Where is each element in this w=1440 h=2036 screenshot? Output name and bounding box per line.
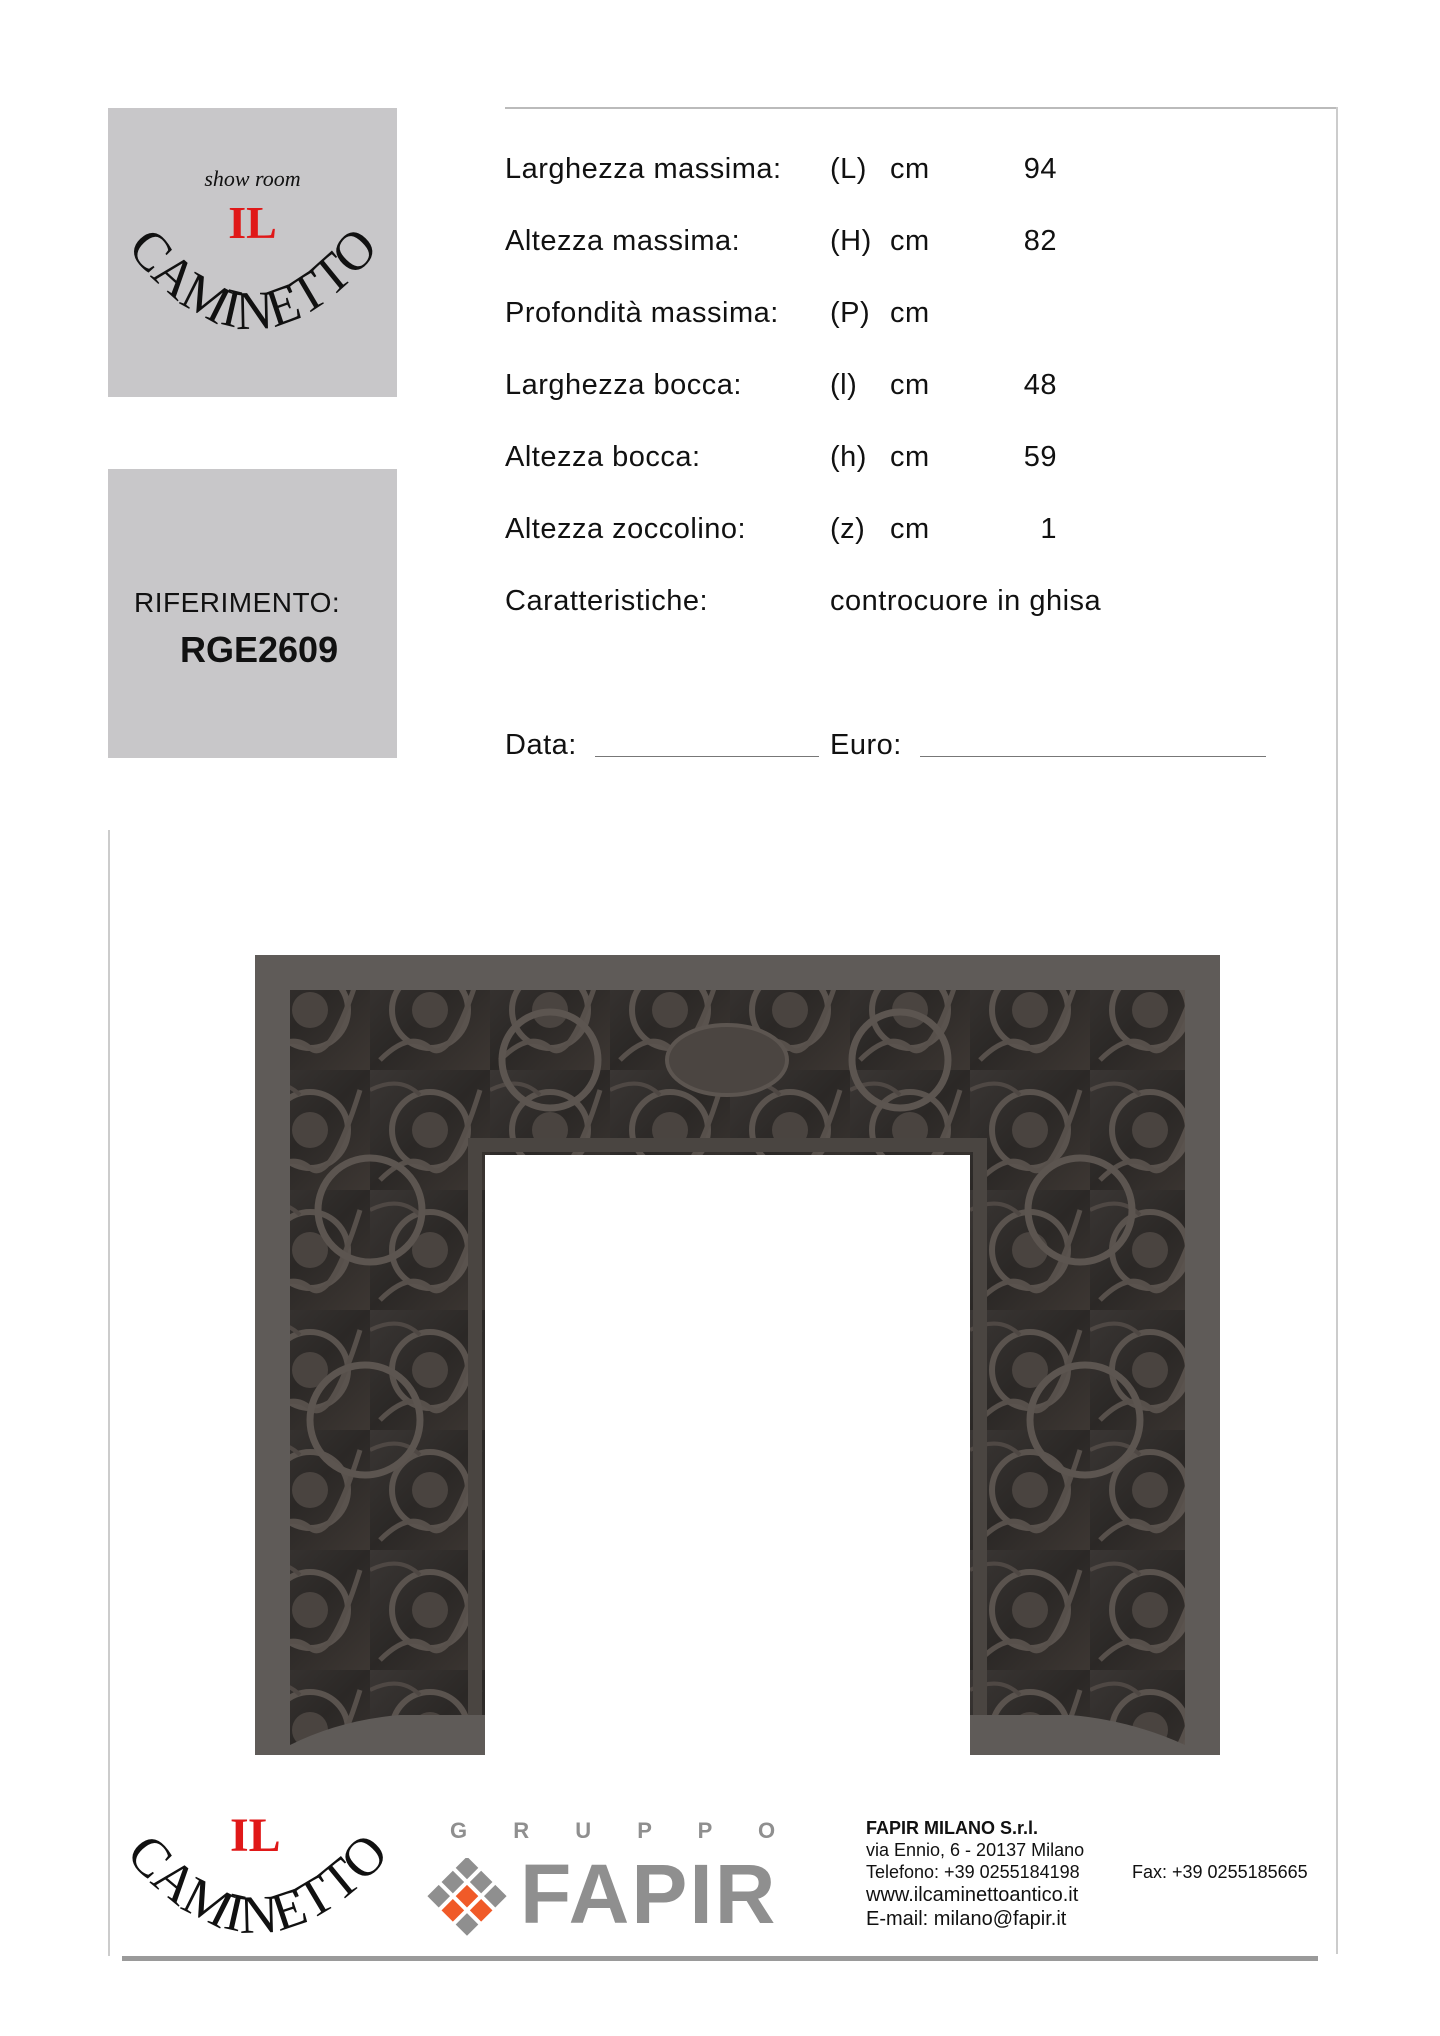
spec-value: 94 <box>1023 153 1057 185</box>
company-phone: Telefono: +39 0255184198 <box>866 1862 1080 1882</box>
fapir-brand: FAPIR <box>520 1847 778 1941</box>
spec-value: 82 <box>1023 225 1057 257</box>
fireback-opening <box>485 1155 970 1755</box>
svg-text:CAMINETTO <box>116 1822 399 1945</box>
spec-symbol: (P) <box>830 297 871 329</box>
spec-symbol: (z) <box>830 513 866 545</box>
date-label: Data: <box>505 729 577 761</box>
showroom-logo-box <box>108 108 397 397</box>
company-email[interactable]: E-mail: milano@fapir.it <box>866 1908 1067 1930</box>
spec-label: Larghezza massima: <box>505 153 782 185</box>
top-frame-line <box>505 107 1337 109</box>
spec-label: Larghezza bocca: <box>505 369 742 401</box>
spec-value: 59 <box>1023 441 1057 473</box>
company-address: via Ennio, 6 - 20137 Milano <box>866 1840 1085 1860</box>
spec-unit: cm <box>890 225 930 257</box>
spec-symbol: (h) <box>830 441 867 473</box>
spec-symbol: (H) <box>830 225 872 257</box>
spec-label: Altezza bocca: <box>505 441 701 473</box>
spec-unit: cm <box>890 153 930 185</box>
svg-text:CAMINETTO <box>118 215 388 341</box>
logo-caminetto-text: CAMINETTO <box>117 215 389 342</box>
features-value: controcuore in ghisa <box>830 585 1102 617</box>
spec-unit: cm <box>890 513 930 545</box>
gruppo-label: G R U P P O <box>450 1818 796 1843</box>
features-label: Caratteristiche: <box>505 585 709 617</box>
date-field[interactable] <box>595 726 819 757</box>
reference-label: RIFERIMENTO: <box>134 587 341 618</box>
spec-value: 1 <box>1040 513 1057 545</box>
spec-unit: cm <box>890 441 930 473</box>
spec-label: Altezza massima: <box>505 225 741 257</box>
fapir-diamond-icon <box>426 1858 508 1940</box>
footer-logo-caminetto-arc <box>110 1810 400 1960</box>
spec-symbol: (L) <box>830 153 867 185</box>
euro-field[interactable] <box>920 726 1266 757</box>
euro-label: Euro: <box>830 729 902 761</box>
spec-label: Profondità massima: <box>505 297 779 329</box>
reference-box <box>108 469 397 758</box>
spec-symbol: (l) <box>830 369 858 401</box>
spec-unit: cm <box>890 297 930 329</box>
left-frame-line <box>108 830 110 1956</box>
spec-value: 48 <box>1023 369 1057 401</box>
footer-logo-caminetto-text: CAMINETTO <box>115 1822 400 1945</box>
logo-caminetto-arc <box>108 208 397 348</box>
logo-il: IL <box>228 197 277 248</box>
right-frame-line <box>1336 107 1338 1954</box>
spec-label: Altezza zoccolino: <box>505 513 747 545</box>
footer-logo-il: IL <box>230 1809 281 1862</box>
fireback-photo <box>250 950 1225 1760</box>
logo-tagline: show room <box>204 166 301 191</box>
company-name: FAPIR MILANO S.r.l. <box>866 1818 1039 1838</box>
company-website[interactable]: www.ilcaminettoantico.it <box>866 1884 1079 1906</box>
spec-unit: cm <box>890 369 930 401</box>
reference-code: RGE2609 <box>180 629 339 670</box>
company-fax: Fax: +39 0255185665 <box>1132 1862 1308 1882</box>
